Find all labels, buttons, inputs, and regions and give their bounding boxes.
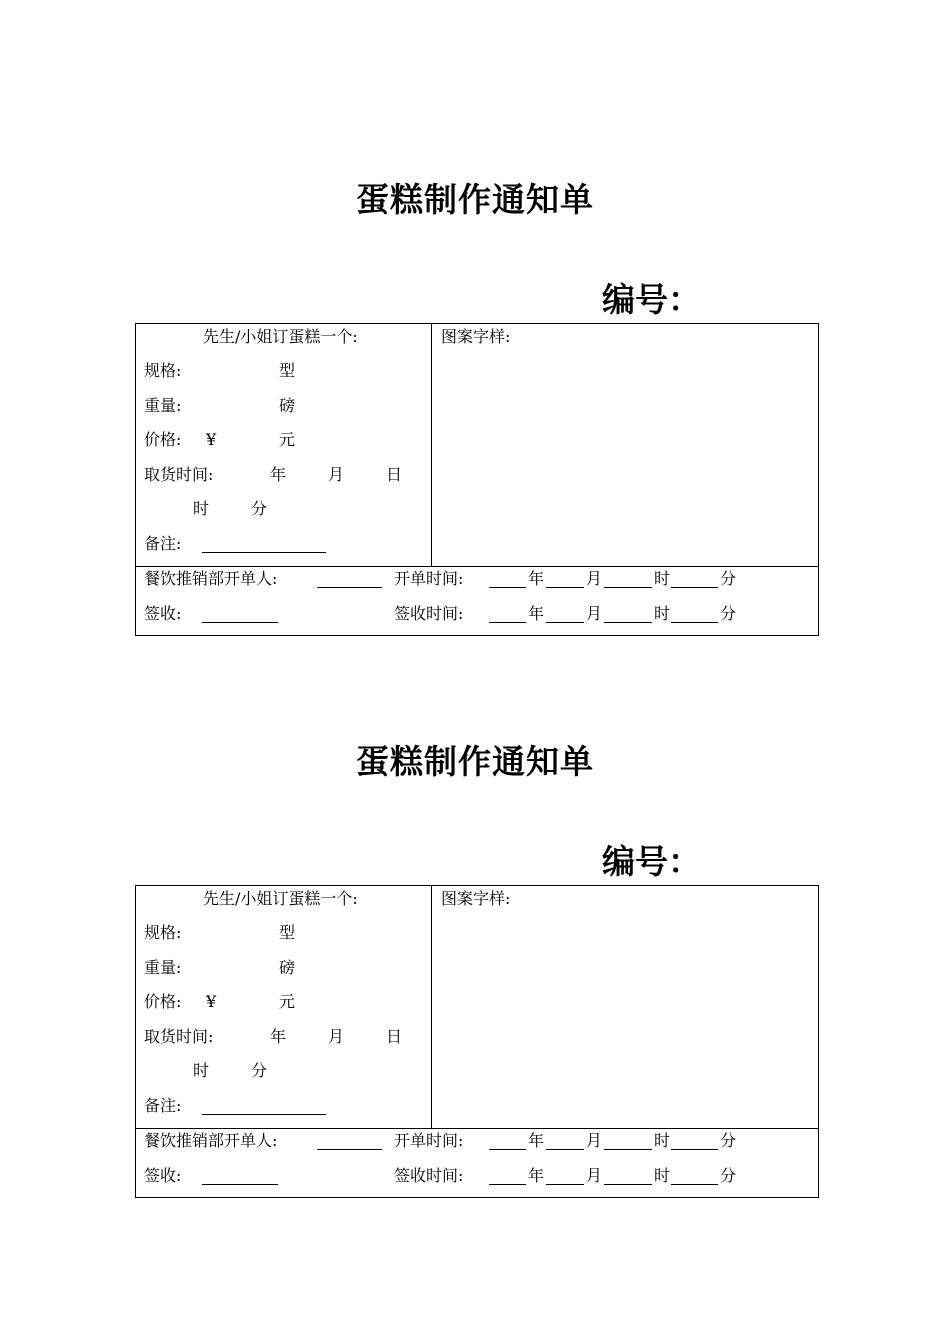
receipt-time-label: 签收时间: xyxy=(394,1166,464,1185)
price-label: 价格: xyxy=(144,992,182,1011)
weight-unit: 磅 xyxy=(279,958,296,977)
pickup-minute: 分 xyxy=(251,1061,268,1080)
issue-minute: 分 xyxy=(720,569,737,588)
receipt-hour-field[interactable] xyxy=(604,622,652,623)
issue-month-field[interactable] xyxy=(546,587,584,588)
issue-hour: 时 xyxy=(654,1131,671,1150)
pickup-year: 年 xyxy=(270,465,287,484)
price-label: 价格: xyxy=(144,430,182,449)
pickup-label: 取货时间: xyxy=(144,1027,214,1046)
receipt-year: 年 xyxy=(528,604,545,623)
receipt-month-field[interactable] xyxy=(546,1184,584,1185)
spec-unit: 型 xyxy=(279,361,296,380)
receipt-hour: 时 xyxy=(654,1166,671,1185)
pattern-area[interactable] xyxy=(433,914,817,1126)
receipt-hour: 时 xyxy=(654,604,671,623)
remark-label: 备注: xyxy=(144,534,182,553)
form-title: 蛋糕制作通知单 xyxy=(356,742,594,781)
pickup-month: 月 xyxy=(328,465,345,484)
remark-field[interactable] xyxy=(202,1114,326,1115)
number-label: 编号： xyxy=(602,842,701,881)
issue-minute: 分 xyxy=(720,1131,737,1150)
receipt-month-field[interactable] xyxy=(546,622,584,623)
issue-hour-field[interactable] xyxy=(604,587,652,588)
issue-month: 月 xyxy=(586,1131,603,1150)
receipt-field[interactable] xyxy=(202,622,278,623)
weight-label: 重量: xyxy=(144,396,182,415)
pickup-month: 月 xyxy=(328,1027,345,1046)
order-line-label: 先生/小姐订蛋糕一个: xyxy=(203,889,358,908)
order-table xyxy=(135,885,819,1198)
issue-minute-field[interactable] xyxy=(671,1149,718,1150)
spec-label: 规格: xyxy=(144,361,182,380)
price-unit: 元 xyxy=(279,992,296,1011)
receipt-month: 月 xyxy=(586,604,603,623)
receipt-label: 签收: xyxy=(144,1166,182,1185)
remark-field[interactable] xyxy=(202,552,326,553)
receipt-year-field[interactable] xyxy=(489,622,526,623)
weight-unit: 磅 xyxy=(279,396,296,415)
issue-year: 年 xyxy=(528,569,545,588)
currency-symbol: ¥ xyxy=(206,992,217,1011)
receipt-year-field[interactable] xyxy=(489,1184,526,1185)
receipt-month: 月 xyxy=(586,1166,603,1185)
order-line-label: 先生/小姐订蛋糕一个: xyxy=(203,327,358,346)
receipt-field[interactable] xyxy=(202,1184,278,1185)
pickup-hour: 时 xyxy=(193,1061,210,1080)
receipt-minute-field[interactable] xyxy=(671,1184,718,1185)
receipt-minute: 分 xyxy=(720,604,737,623)
form-title: 蛋糕制作通知单 xyxy=(356,180,594,219)
issuer-field[interactable] xyxy=(317,1149,382,1150)
receipt-minute: 分 xyxy=(720,1166,737,1185)
issue-minute-field[interactable] xyxy=(671,587,718,588)
row-divider xyxy=(136,1128,818,1129)
pickup-label: 取货时间: xyxy=(144,465,214,484)
pickup-day: 日 xyxy=(386,1027,403,1046)
row-divider xyxy=(136,566,818,567)
issue-hour: 时 xyxy=(654,569,671,588)
receipt-year: 年 xyxy=(528,1166,545,1185)
number-label: 编号： xyxy=(602,280,701,319)
issue-year: 年 xyxy=(528,1131,545,1150)
currency-symbol: ¥ xyxy=(206,430,217,449)
issuer-field[interactable] xyxy=(317,587,382,588)
receipt-time-label: 签收时间: xyxy=(394,604,464,623)
spec-label: 规格: xyxy=(144,923,182,942)
column-divider xyxy=(431,886,432,1128)
pickup-day: 日 xyxy=(386,465,403,484)
issuer-label: 餐饮推销部开单人: xyxy=(144,1131,278,1150)
price-unit: 元 xyxy=(279,430,296,449)
issue-month: 月 xyxy=(586,569,603,588)
issue-time-label: 开单时间: xyxy=(394,1131,464,1150)
issue-month-field[interactable] xyxy=(546,1149,584,1150)
remark-label: 备注: xyxy=(144,1096,182,1115)
receipt-label: 签收: xyxy=(144,604,182,623)
pickup-minute: 分 xyxy=(251,499,268,518)
pickup-hour: 时 xyxy=(193,499,210,518)
issuer-label: 餐饮推销部开单人: xyxy=(144,569,278,588)
spec-unit: 型 xyxy=(279,923,296,942)
issue-year-field[interactable] xyxy=(489,587,526,588)
issue-hour-field[interactable] xyxy=(604,1149,652,1150)
pattern-area[interactable] xyxy=(433,352,817,564)
receipt-hour-field[interactable] xyxy=(604,1184,652,1185)
column-divider xyxy=(431,324,432,566)
receipt-minute-field[interactable] xyxy=(671,622,718,623)
pattern-label: 图案字样: xyxy=(441,327,511,346)
weight-label: 重量: xyxy=(144,958,182,977)
order-table xyxy=(135,323,819,636)
issue-time-label: 开单时间: xyxy=(394,569,464,588)
pattern-label: 图案字样: xyxy=(441,889,511,908)
pickup-year: 年 xyxy=(270,1027,287,1046)
issue-year-field[interactable] xyxy=(489,1149,526,1150)
